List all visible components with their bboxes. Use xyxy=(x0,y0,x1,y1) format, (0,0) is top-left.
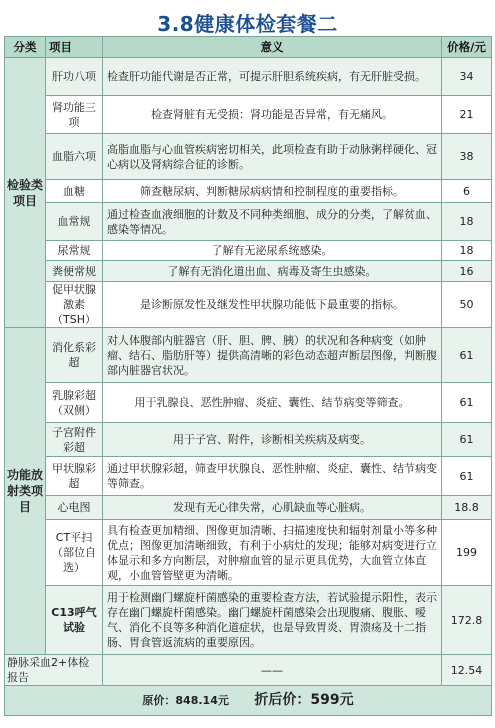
row-price: 18 xyxy=(442,241,492,261)
original-price-value: 848.14元 xyxy=(175,694,229,707)
row-meaning: 用于乳腺良、恶性肿瘤、炎症、囊性、结节病变等筛查。 xyxy=(103,383,442,423)
table-row xyxy=(5,134,492,180)
row-meaning: 检查肾脏有无受损：肾功能是否异常，有无痛风。 xyxy=(103,96,442,134)
row-item: 心电图 xyxy=(46,496,103,520)
original-price-label: 原价： xyxy=(142,694,176,707)
row-item: 血常规 xyxy=(46,203,103,241)
row-price: 50 xyxy=(442,282,492,328)
row-price: 6 xyxy=(442,180,492,203)
row-meaning: 了解有无泌尿系统感染。 xyxy=(103,241,442,261)
totals-cell xyxy=(5,686,492,716)
row-price: 61 xyxy=(442,383,492,423)
table-row xyxy=(5,203,492,241)
row-meaning: 了解有无消化道出血、病毒及寄生虫感染。 xyxy=(103,261,442,282)
row-meaning: 通过甲状腺彩超，筛查甲状腺良、恶性肿瘤、炎症、囊性、结节病变等筛查。 xyxy=(103,457,442,496)
row-item: 促甲状腺激素（TSH） xyxy=(46,282,103,328)
row-item: 子宫附件彩超 xyxy=(46,423,103,457)
table-row xyxy=(5,241,492,261)
footer-row xyxy=(5,655,492,686)
row-item: 肝功八项 xyxy=(46,58,103,96)
totals-row xyxy=(5,686,492,716)
table-row xyxy=(5,180,492,203)
row-meaning: 高脂血脂与心血管疾病密切相关，此项检查有助于动脉粥样硬化、冠心病以及肾病综合征的诊断。 xyxy=(103,134,442,180)
row-price: 21 xyxy=(442,96,492,134)
col-header-meaning: 意义 xyxy=(103,37,442,58)
row-meaning: 通过检查血液细胞的计数及不同种类细胞、成分的分类，了解贫血、感染等情况。 xyxy=(103,203,442,241)
row-item: 消化系彩超 xyxy=(46,328,103,383)
col-header-category: 分类 xyxy=(5,37,46,58)
row-meaning: 筛查糖尿病、判断糖尿病病情和控制程度的重要指标。 xyxy=(103,180,442,203)
row-item: 乳腺彩超（双侧） xyxy=(46,383,103,423)
footer-price: 12.54 xyxy=(442,655,492,686)
row-item: 尿常规 xyxy=(46,241,103,261)
row-price: 18.8 xyxy=(442,496,492,520)
table-row xyxy=(5,96,492,134)
table-row xyxy=(5,496,492,520)
row-item: 血糖 xyxy=(46,180,103,203)
table-row xyxy=(5,328,492,383)
row-meaning: 发现有无心律失常，心肌缺血等心脏病。 xyxy=(103,496,442,520)
row-item: 肾功能三项 xyxy=(46,96,103,134)
footer-label: 静脉采血2+体检报告 xyxy=(5,655,103,686)
row-item: 甲状腺彩超 xyxy=(46,457,103,496)
row-item: 血脂六项 xyxy=(46,134,103,180)
row-price: 172.8 xyxy=(442,586,492,655)
row-price: 38 xyxy=(442,134,492,180)
col-header-price: 价格/元 xyxy=(442,37,492,58)
page-title: 3.8健康体检套餐二 xyxy=(157,12,338,36)
table-row xyxy=(5,383,492,423)
row-item: C13呼气试验 xyxy=(46,586,103,655)
row-meaning: 用于检测幽门螺旋杆菌感染的重要检查方法，若试验提示阳性，表示存在幽门螺旋杆菌感染。幽门螺旋杆菌感染会出现腹痛、腹胀、嗳气、消化不良等多种消化道症状，也是导致胃炎、胃溃疡及十二指肠、胃食管返流病的重要原因。 xyxy=(103,586,442,655)
row-item: 粪便常规 xyxy=(46,261,103,282)
table-row xyxy=(5,457,492,496)
category-lab: 检验类项目 xyxy=(5,58,46,328)
package-table xyxy=(4,36,492,716)
row-price: 16 xyxy=(442,261,492,282)
row-price: 199 xyxy=(442,520,492,586)
row-price: 18 xyxy=(442,203,492,241)
discount-price-value: 599元 xyxy=(310,692,354,708)
row-meaning: 检查肝功能代谢是否正常，可提示肝胆系统疾病，有无肝脏受损。 xyxy=(103,58,442,96)
col-header-item: 项目 xyxy=(46,37,103,58)
table-row xyxy=(5,520,492,586)
table-row xyxy=(5,261,492,282)
table-row xyxy=(5,423,492,457)
table-row xyxy=(5,58,492,96)
row-meaning: 具有检查更加精细、图像更加清晰、扫描速度快和辐射剂量小等多种优点；图像更加清晰细致，有利于小病灶的发现；能够对病变进行立体显示和多方向断层，对肿瘤血管的显示更具优势，大血管立体直观，小血管管壁更为清晰。 xyxy=(103,520,442,586)
row-price: 61 xyxy=(442,423,492,457)
category-functional: 功能放射类项目 xyxy=(5,328,46,655)
row-price: 61 xyxy=(442,457,492,496)
row-item: CT平扫（部位自选） xyxy=(46,520,103,586)
row-price: 61 xyxy=(442,328,492,383)
discount-price-label: 折后价： xyxy=(254,692,311,708)
table-row xyxy=(5,282,492,328)
row-price: 34 xyxy=(442,58,492,96)
table-row xyxy=(5,586,492,655)
header-row xyxy=(5,37,492,58)
row-meaning: 对人体腹部内脏器官（肝、胆、脾、胰）的状况和各种病变（如肿瘤、结石、脂肪肝等）提供高清晰的彩色动态超声断层图像，判断腹部内脏器官状况。 xyxy=(103,328,442,383)
row-meaning: 用于子宫、附件，诊断相关疾病及病变。 xyxy=(103,423,442,457)
footer-dash: —— xyxy=(103,655,442,686)
row-meaning: 是诊断原发性及继发性甲状腺功能低下最重要的指标。 xyxy=(103,282,442,328)
